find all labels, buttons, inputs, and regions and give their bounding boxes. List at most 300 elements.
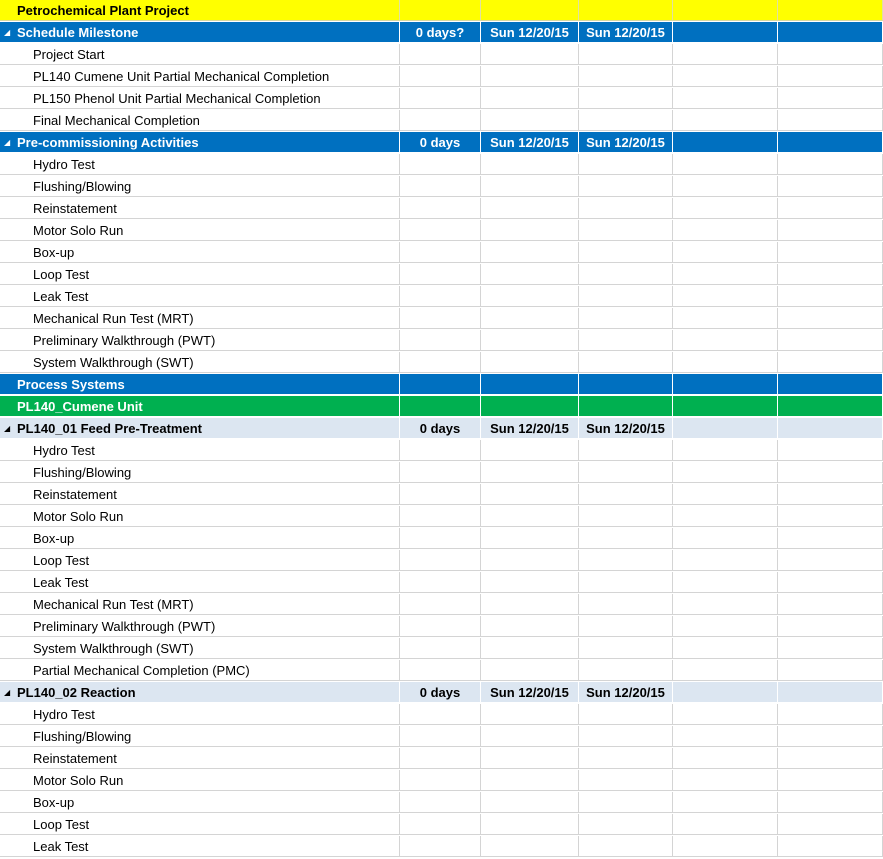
finish-cell[interactable] bbox=[579, 484, 673, 505]
task-row[interactable] bbox=[0, 814, 883, 836]
finish-cell[interactable] bbox=[579, 726, 673, 747]
duration-cell[interactable] bbox=[400, 220, 481, 241]
section-summary-row[interactable] bbox=[0, 132, 883, 154]
extra-cell[interactable] bbox=[673, 242, 778, 263]
task-name-cell[interactable] bbox=[0, 814, 400, 835]
finish-cell[interactable] bbox=[579, 396, 673, 417]
extra-cell[interactable] bbox=[673, 616, 778, 637]
start-cell[interactable] bbox=[481, 286, 579, 307]
task-name-cell[interactable] bbox=[0, 638, 400, 659]
extra-cell[interactable] bbox=[778, 176, 883, 197]
task-name: System Walkthrough (SWT) bbox=[33, 641, 194, 656]
duration-cell[interactable] bbox=[400, 660, 481, 681]
task-name-cell[interactable] bbox=[0, 462, 400, 483]
task-name-cell[interactable] bbox=[0, 0, 400, 21]
task-name: Box-up bbox=[33, 531, 75, 546]
start-cell[interactable]: Sun 12/20/15 bbox=[481, 132, 579, 153]
task-name: Motor Solo Run bbox=[33, 509, 124, 524]
task-row[interactable] bbox=[0, 308, 883, 330]
extra-cell[interactable] bbox=[673, 352, 778, 373]
duration-cell[interactable]: 0 days bbox=[400, 418, 481, 439]
finish-cell[interactable] bbox=[579, 330, 673, 351]
task-name-cell[interactable] bbox=[0, 792, 400, 813]
start-cell[interactable] bbox=[481, 44, 579, 65]
task-row[interactable] bbox=[0, 198, 883, 220]
task-row[interactable] bbox=[0, 726, 883, 748]
duration-cell[interactable]: 0 days bbox=[400, 682, 481, 703]
start-cell[interactable] bbox=[481, 638, 579, 659]
task-name: Hydro Test bbox=[33, 443, 95, 458]
duration-cell[interactable] bbox=[400, 572, 481, 593]
task-name: PL140_01 Feed Pre-Treatment bbox=[17, 421, 202, 436]
task-row[interactable] bbox=[0, 704, 883, 726]
start-cell[interactable] bbox=[481, 242, 579, 263]
task-name-cell[interactable] bbox=[0, 396, 400, 417]
start-cell[interactable] bbox=[481, 0, 579, 21]
extra-cell[interactable] bbox=[673, 440, 778, 461]
task-row[interactable] bbox=[0, 572, 883, 594]
extra-cell[interactable] bbox=[778, 616, 883, 637]
duration-cell[interactable] bbox=[400, 176, 481, 197]
extra-cell[interactable] bbox=[778, 44, 883, 65]
duration-cell[interactable] bbox=[400, 66, 481, 87]
task-row[interactable] bbox=[0, 770, 883, 792]
task-row[interactable] bbox=[0, 616, 883, 638]
finish-cell[interactable] bbox=[579, 616, 673, 637]
extra-cell[interactable] bbox=[673, 462, 778, 483]
finish-cell[interactable] bbox=[579, 352, 673, 373]
start-cell[interactable] bbox=[481, 792, 579, 813]
task-row[interactable] bbox=[0, 154, 883, 176]
task-name-cell[interactable] bbox=[0, 66, 400, 87]
task-name: Box-up bbox=[33, 795, 75, 810]
extra-cell[interactable] bbox=[673, 704, 778, 725]
start-cell[interactable] bbox=[481, 352, 579, 373]
extra-cell[interactable] bbox=[778, 836, 883, 857]
group-summary-row[interactable] bbox=[0, 418, 883, 440]
finish-cell[interactable] bbox=[579, 242, 673, 263]
finish-cell[interactable] bbox=[579, 572, 673, 593]
start-cell[interactable] bbox=[481, 594, 579, 615]
finish-cell[interactable] bbox=[579, 66, 673, 87]
extra-cell[interactable] bbox=[673, 770, 778, 791]
finish-cell[interactable] bbox=[579, 374, 673, 395]
start-cell[interactable] bbox=[481, 484, 579, 505]
finish-cell[interactable] bbox=[579, 220, 673, 241]
start-cell[interactable] bbox=[481, 264, 579, 285]
extra-cell[interactable] bbox=[778, 748, 883, 769]
extra-cell[interactable] bbox=[778, 792, 883, 813]
task-name-cell[interactable] bbox=[0, 352, 400, 373]
task-name: Loop Test bbox=[33, 817, 90, 832]
finish-cell[interactable] bbox=[579, 110, 673, 131]
task-name-cell[interactable] bbox=[0, 418, 400, 439]
duration-cell[interactable] bbox=[400, 726, 481, 747]
extra-cell[interactable] bbox=[673, 220, 778, 241]
start-cell[interactable] bbox=[481, 330, 579, 351]
task-row[interactable] bbox=[0, 638, 883, 660]
task-name-cell[interactable] bbox=[0, 836, 400, 857]
start-cell[interactable] bbox=[481, 176, 579, 197]
finish-cell[interactable]: Sun 12/20/15 bbox=[579, 132, 673, 153]
duration-cell[interactable] bbox=[400, 748, 481, 769]
start-cell[interactable] bbox=[481, 374, 579, 395]
task-name-cell[interactable] bbox=[0, 22, 400, 43]
extra-cell[interactable] bbox=[778, 572, 883, 593]
task-row[interactable] bbox=[0, 220, 883, 242]
task-name: Mechanical Run Test (MRT) bbox=[33, 597, 194, 612]
duration-cell[interactable] bbox=[400, 88, 481, 109]
group-summary-row[interactable] bbox=[0, 682, 883, 704]
start-cell[interactable] bbox=[481, 220, 579, 241]
duration-cell[interactable] bbox=[400, 154, 481, 175]
extra-cell[interactable] bbox=[673, 594, 778, 615]
finish-cell[interactable] bbox=[579, 198, 673, 219]
extra-cell[interactable] bbox=[778, 264, 883, 285]
start-cell[interactable] bbox=[481, 154, 579, 175]
start-cell[interactable] bbox=[481, 528, 579, 549]
task-name: Loop Test bbox=[33, 267, 90, 282]
finish-cell[interactable] bbox=[579, 638, 673, 659]
duration-cell[interactable] bbox=[400, 110, 481, 131]
task-row[interactable] bbox=[0, 484, 883, 506]
duration-cell[interactable]: 0 days bbox=[400, 132, 481, 153]
start-cell[interactable]: Sun 12/20/15 bbox=[481, 22, 579, 43]
finish-cell[interactable] bbox=[579, 264, 673, 285]
extra-cell[interactable] bbox=[673, 66, 778, 87]
extra-cell[interactable] bbox=[778, 22, 883, 43]
finish-cell[interactable] bbox=[579, 154, 673, 175]
extra-cell[interactable] bbox=[778, 88, 883, 109]
task-name-cell[interactable] bbox=[0, 88, 400, 109]
finish-cell[interactable] bbox=[579, 814, 673, 835]
extra-cell[interactable] bbox=[673, 836, 778, 857]
start-cell[interactable] bbox=[481, 748, 579, 769]
extra-cell[interactable] bbox=[778, 726, 883, 747]
task-name-cell[interactable] bbox=[0, 748, 400, 769]
duration-cell[interactable] bbox=[400, 704, 481, 725]
task-name-cell[interactable] bbox=[0, 484, 400, 505]
extra-cell[interactable] bbox=[778, 220, 883, 241]
extra-cell[interactable] bbox=[673, 814, 778, 835]
task-row[interactable] bbox=[0, 506, 883, 528]
duration-cell[interactable] bbox=[400, 836, 481, 857]
finish-cell[interactable] bbox=[579, 704, 673, 725]
duration-cell[interactable] bbox=[400, 506, 481, 527]
task-name-cell[interactable] bbox=[0, 770, 400, 791]
extra-cell[interactable] bbox=[778, 682, 883, 703]
finish-cell[interactable] bbox=[579, 792, 673, 813]
task-name: Mechanical Run Test (MRT) bbox=[33, 311, 194, 326]
task-name-cell[interactable] bbox=[0, 154, 400, 175]
task-row[interactable] bbox=[0, 440, 883, 462]
extra-cell[interactable] bbox=[778, 594, 883, 615]
start-cell[interactable] bbox=[481, 506, 579, 527]
extra-cell[interactable] bbox=[778, 66, 883, 87]
finish-cell[interactable] bbox=[579, 44, 673, 65]
task-name-cell[interactable] bbox=[0, 286, 400, 307]
task-name: Leak Test bbox=[33, 575, 89, 590]
duration-cell[interactable] bbox=[400, 198, 481, 219]
start-cell[interactable] bbox=[481, 572, 579, 593]
extra-cell[interactable] bbox=[778, 110, 883, 131]
task-name-cell[interactable] bbox=[0, 528, 400, 549]
duration-cell[interactable] bbox=[400, 594, 481, 615]
start-cell[interactable] bbox=[481, 770, 579, 791]
collapse-triangle-icon[interactable]: ◢ bbox=[4, 138, 11, 147]
duration-cell[interactable] bbox=[400, 528, 481, 549]
finish-cell[interactable] bbox=[579, 550, 673, 571]
start-cell[interactable] bbox=[481, 66, 579, 87]
finish-cell[interactable] bbox=[579, 660, 673, 681]
task-row[interactable] bbox=[0, 550, 883, 572]
duration-cell[interactable] bbox=[400, 264, 481, 285]
duration-cell[interactable]: 0 days? bbox=[400, 22, 481, 43]
task-row[interactable] bbox=[0, 660, 883, 682]
task-name-cell[interactable] bbox=[0, 550, 400, 571]
start-cell[interactable] bbox=[481, 836, 579, 857]
task-name: Flushing/Blowing bbox=[33, 465, 132, 480]
task-name-cell[interactable] bbox=[0, 704, 400, 725]
task-name-cell[interactable] bbox=[0, 176, 400, 197]
extra-cell[interactable] bbox=[778, 396, 883, 417]
task-row[interactable] bbox=[0, 110, 883, 132]
task-row[interactable] bbox=[0, 330, 883, 352]
extra-cell[interactable] bbox=[778, 440, 883, 461]
extra-cell[interactable] bbox=[778, 528, 883, 549]
task-name: Reinstatement bbox=[33, 201, 117, 216]
duration-cell[interactable] bbox=[400, 352, 481, 373]
task-name-cell[interactable] bbox=[0, 44, 400, 65]
task-row[interactable] bbox=[0, 44, 883, 66]
task-name-cell[interactable] bbox=[0, 440, 400, 461]
duration-cell[interactable] bbox=[400, 242, 481, 263]
start-cell[interactable] bbox=[481, 704, 579, 725]
task-name: PL140_02 Reaction bbox=[17, 685, 136, 700]
duration-cell[interactable] bbox=[400, 0, 481, 21]
task-row[interactable] bbox=[0, 462, 883, 484]
duration-cell[interactable] bbox=[400, 638, 481, 659]
task-name: Leak Test bbox=[33, 839, 89, 854]
task-name-cell[interactable] bbox=[0, 132, 400, 153]
task-name: PL140 Cumene Unit Partial Mechanical Completion bbox=[33, 69, 330, 84]
extra-cell[interactable] bbox=[778, 704, 883, 725]
start-cell[interactable] bbox=[481, 462, 579, 483]
extra-cell[interactable] bbox=[673, 308, 778, 329]
extra-cell[interactable] bbox=[673, 0, 778, 21]
duration-cell[interactable] bbox=[400, 44, 481, 65]
extra-cell[interactable] bbox=[778, 132, 883, 153]
extra-cell[interactable] bbox=[778, 814, 883, 835]
extra-cell[interactable] bbox=[778, 198, 883, 219]
task-name: Pre-commissioning Activities bbox=[17, 135, 199, 150]
extra-cell[interactable] bbox=[673, 550, 778, 571]
start-cell[interactable] bbox=[481, 396, 579, 417]
task-name-cell[interactable] bbox=[0, 330, 400, 351]
task-name: Reinstatement bbox=[33, 751, 117, 766]
extra-cell[interactable] bbox=[778, 352, 883, 373]
extra-cell[interactable] bbox=[673, 330, 778, 351]
extra-cell[interactable] bbox=[673, 110, 778, 131]
task-row[interactable] bbox=[0, 176, 883, 198]
start-cell[interactable] bbox=[481, 110, 579, 131]
extra-cell[interactable] bbox=[778, 506, 883, 527]
task-name: Final Mechanical Completion bbox=[33, 113, 200, 128]
collapse-triangle-icon[interactable]: ◢ bbox=[4, 28, 11, 37]
task-row[interactable] bbox=[0, 594, 883, 616]
task-name-cell[interactable] bbox=[0, 374, 400, 395]
finish-cell[interactable] bbox=[579, 748, 673, 769]
section-summary-row[interactable] bbox=[0, 22, 883, 44]
task-row[interactable] bbox=[0, 528, 883, 550]
start-cell[interactable]: Sun 12/20/15 bbox=[481, 682, 579, 703]
start-cell[interactable] bbox=[481, 198, 579, 219]
task-name-cell[interactable] bbox=[0, 264, 400, 285]
task-name-cell[interactable] bbox=[0, 220, 400, 241]
task-name-cell[interactable] bbox=[0, 506, 400, 527]
extra-cell[interactable] bbox=[778, 330, 883, 351]
task-name-cell[interactable] bbox=[0, 242, 400, 263]
duration-cell[interactable] bbox=[400, 770, 481, 791]
extra-cell[interactable] bbox=[778, 242, 883, 263]
extra-cell[interactable] bbox=[778, 308, 883, 329]
extra-cell[interactable] bbox=[673, 418, 778, 439]
task-row[interactable] bbox=[0, 88, 883, 110]
finish-cell[interactable] bbox=[579, 594, 673, 615]
duration-cell[interactable] bbox=[400, 396, 481, 417]
task-row[interactable] bbox=[0, 286, 883, 308]
start-cell[interactable] bbox=[481, 660, 579, 681]
start-cell[interactable] bbox=[481, 814, 579, 835]
task-name-cell[interactable] bbox=[0, 594, 400, 615]
task-row[interactable] bbox=[0, 66, 883, 88]
task-row[interactable] bbox=[0, 242, 883, 264]
finish-cell[interactable] bbox=[579, 176, 673, 197]
extra-cell[interactable] bbox=[778, 286, 883, 307]
task-row[interactable] bbox=[0, 748, 883, 770]
duration-cell[interactable] bbox=[400, 462, 481, 483]
extra-cell[interactable] bbox=[778, 660, 883, 681]
extra-cell[interactable] bbox=[673, 792, 778, 813]
extra-cell[interactable] bbox=[673, 132, 778, 153]
extra-cell[interactable] bbox=[778, 154, 883, 175]
task-name-cell[interactable] bbox=[0, 308, 400, 329]
extra-cell[interactable] bbox=[673, 726, 778, 747]
duration-cell[interactable] bbox=[400, 792, 481, 813]
start-cell[interactable]: Sun 12/20/15 bbox=[481, 418, 579, 439]
task-name-cell[interactable] bbox=[0, 682, 400, 703]
finish-cell[interactable] bbox=[579, 308, 673, 329]
start-cell[interactable] bbox=[481, 440, 579, 461]
start-cell[interactable] bbox=[481, 616, 579, 637]
extra-cell[interactable] bbox=[778, 638, 883, 659]
duration-cell[interactable] bbox=[400, 550, 481, 571]
project-summary-row[interactable] bbox=[0, 0, 883, 22]
extra-cell[interactable] bbox=[673, 374, 778, 395]
finish-cell[interactable] bbox=[579, 462, 673, 483]
extra-cell[interactable] bbox=[673, 528, 778, 549]
finish-cell[interactable]: Sun 12/20/15 bbox=[579, 22, 673, 43]
finish-cell[interactable]: Sun 12/20/15 bbox=[579, 682, 673, 703]
finish-cell[interactable] bbox=[579, 528, 673, 549]
finish-cell[interactable] bbox=[579, 770, 673, 791]
duration-cell[interactable] bbox=[400, 484, 481, 505]
start-cell[interactable] bbox=[481, 726, 579, 747]
task-row[interactable] bbox=[0, 792, 883, 814]
extra-cell[interactable] bbox=[673, 638, 778, 659]
collapse-triangle-icon[interactable]: ◢ bbox=[4, 688, 11, 697]
duration-cell[interactable] bbox=[400, 308, 481, 329]
extra-cell[interactable] bbox=[778, 0, 883, 21]
duration-cell[interactable] bbox=[400, 286, 481, 307]
task-name-cell[interactable] bbox=[0, 726, 400, 747]
extra-cell[interactable] bbox=[778, 462, 883, 483]
finish-cell[interactable] bbox=[579, 88, 673, 109]
extra-cell[interactable] bbox=[673, 748, 778, 769]
duration-cell[interactable] bbox=[400, 330, 481, 351]
extra-cell[interactable] bbox=[673, 506, 778, 527]
section-summary-row[interactable] bbox=[0, 374, 883, 396]
task-name-cell[interactable] bbox=[0, 110, 400, 131]
extra-cell[interactable] bbox=[778, 550, 883, 571]
extra-cell[interactable] bbox=[778, 374, 883, 395]
finish-cell[interactable]: Sun 12/20/15 bbox=[579, 418, 673, 439]
task-name: System Walkthrough (SWT) bbox=[33, 355, 194, 370]
collapse-triangle-icon[interactable]: ◢ bbox=[4, 424, 11, 433]
task-name: PL150 Phenol Unit Partial Mechanical Completion bbox=[33, 91, 321, 106]
extra-cell[interactable] bbox=[673, 484, 778, 505]
start-cell[interactable] bbox=[481, 88, 579, 109]
task-row[interactable] bbox=[0, 836, 883, 858]
task-row[interactable] bbox=[0, 264, 883, 286]
task-row[interactable] bbox=[0, 352, 883, 374]
extra-cell[interactable] bbox=[673, 264, 778, 285]
extra-cell[interactable] bbox=[673, 286, 778, 307]
task-name: Project Start bbox=[33, 47, 105, 62]
unit-summary-row[interactable] bbox=[0, 396, 883, 418]
finish-cell[interactable] bbox=[579, 0, 673, 21]
duration-cell[interactable] bbox=[400, 440, 481, 461]
extra-cell[interactable] bbox=[673, 198, 778, 219]
extra-cell[interactable] bbox=[673, 154, 778, 175]
extra-cell[interactable] bbox=[673, 44, 778, 65]
finish-cell[interactable] bbox=[579, 286, 673, 307]
task-name-cell[interactable] bbox=[0, 198, 400, 219]
duration-cell[interactable] bbox=[400, 616, 481, 637]
extra-cell[interactable] bbox=[673, 682, 778, 703]
task-name-cell[interactable] bbox=[0, 616, 400, 637]
start-cell[interactable] bbox=[481, 308, 579, 329]
duration-cell[interactable] bbox=[400, 814, 481, 835]
finish-cell[interactable] bbox=[579, 836, 673, 857]
extra-cell[interactable] bbox=[673, 22, 778, 43]
task-name-cell[interactable] bbox=[0, 660, 400, 681]
extra-cell[interactable] bbox=[673, 88, 778, 109]
task-name: Flushing/Blowing bbox=[33, 179, 132, 194]
extra-cell[interactable] bbox=[673, 572, 778, 593]
finish-cell[interactable] bbox=[579, 506, 673, 527]
extra-cell[interactable] bbox=[673, 176, 778, 197]
extra-cell[interactable] bbox=[778, 484, 883, 505]
extra-cell[interactable] bbox=[673, 660, 778, 681]
start-cell[interactable] bbox=[481, 550, 579, 571]
extra-cell[interactable] bbox=[673, 396, 778, 417]
duration-cell[interactable] bbox=[400, 374, 481, 395]
task-name-cell[interactable] bbox=[0, 572, 400, 593]
extra-cell[interactable] bbox=[778, 770, 883, 791]
finish-cell[interactable] bbox=[579, 440, 673, 461]
extra-cell[interactable] bbox=[778, 418, 883, 439]
